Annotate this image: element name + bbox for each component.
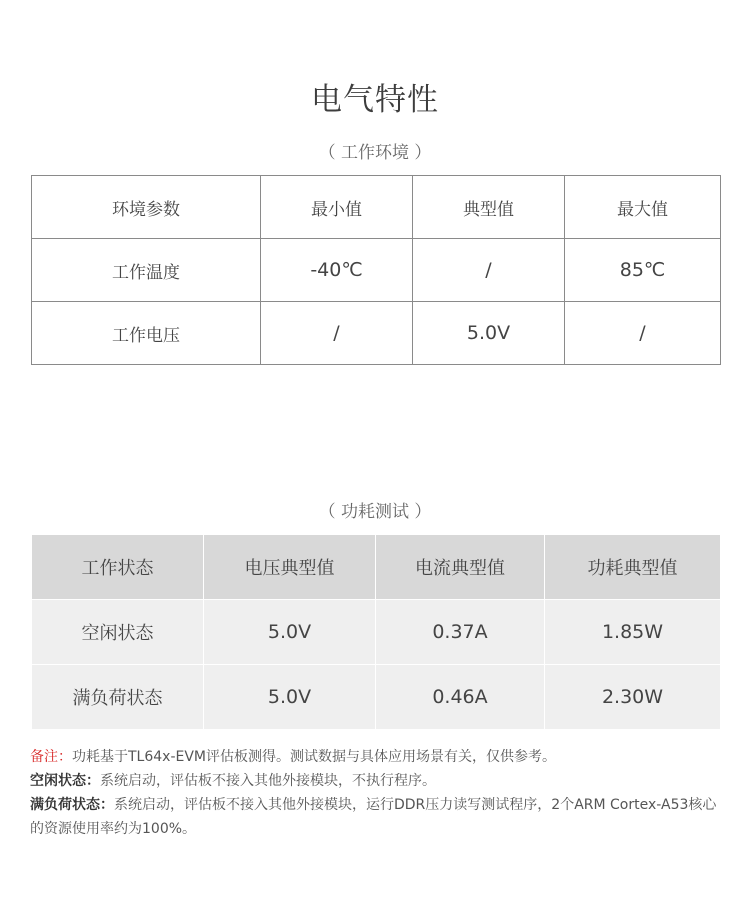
remark-note bbox=[30, 745, 730, 769]
table-cell: 5.0V bbox=[204, 600, 376, 665]
table-cell: 工作电压 bbox=[32, 302, 261, 365]
notes-section bbox=[30, 745, 730, 841]
remark-label: 备注： bbox=[30, 749, 72, 765]
table-header-row bbox=[32, 535, 721, 600]
header-cell: 最大值 bbox=[565, 176, 721, 239]
header-cell: 功耗典型值 bbox=[545, 535, 721, 600]
table-cell: / bbox=[413, 239, 565, 302]
full-load-text: 系统启动，评估板不接入其他外接模块，运行DDR压力读写测试程序，2个ARM Cortex-A53核心的资源使用率约为100%。 bbox=[30, 797, 717, 837]
power-table bbox=[31, 534, 721, 730]
header-cell: 环境参数 bbox=[32, 176, 261, 239]
idle-note bbox=[30, 769, 730, 793]
table-cell: 5.0V bbox=[204, 665, 376, 730]
header-cell: 最小值 bbox=[261, 176, 413, 239]
table-row bbox=[32, 302, 721, 365]
table-cell: / bbox=[261, 302, 413, 365]
table-cell: 0.37A bbox=[376, 600, 545, 665]
page-title: 电气特性 bbox=[311, 82, 439, 118]
full-load-label: 满负荷状态： bbox=[30, 797, 114, 813]
table-cell: 工作温度 bbox=[32, 239, 261, 302]
idle-label: 空闲状态： bbox=[30, 773, 100, 789]
remark-text: 功耗基于TL64x-EVM评估板测得。测试数据与具体应用场景有关，仅供参考。 bbox=[72, 749, 557, 765]
table-cell: 1.85W bbox=[545, 600, 721, 665]
table-cell: 满负荷状态 bbox=[32, 665, 204, 730]
table-row bbox=[32, 665, 721, 730]
header-cell: 电压典型值 bbox=[204, 535, 376, 600]
table-cell: / bbox=[565, 302, 721, 365]
table-header-row bbox=[32, 176, 721, 239]
header-cell: 工作状态 bbox=[32, 535, 204, 600]
power-section-subtitle: （ 功耗测试 ） bbox=[318, 502, 432, 522]
table-cell: 空闲状态 bbox=[32, 600, 204, 665]
full-load-note bbox=[30, 793, 730, 841]
table-cell: 85℃ bbox=[565, 239, 721, 302]
idle-text: 系统启动，评估板不接入其他外接模块，不执行程序。 bbox=[100, 773, 436, 789]
table-cell: 5.0V bbox=[413, 302, 565, 365]
env-section-subtitle: （ 工作环境 ） bbox=[318, 143, 432, 163]
table-cell: 2.30W bbox=[545, 665, 721, 730]
header-cell: 电流典型值 bbox=[376, 535, 545, 600]
environment-table bbox=[31, 175, 721, 365]
table-row bbox=[32, 600, 721, 665]
table-cell: 0.46A bbox=[376, 665, 545, 730]
table-row bbox=[32, 239, 721, 302]
table-cell: -40℃ bbox=[261, 239, 413, 302]
header-cell: 典型值 bbox=[413, 176, 565, 239]
